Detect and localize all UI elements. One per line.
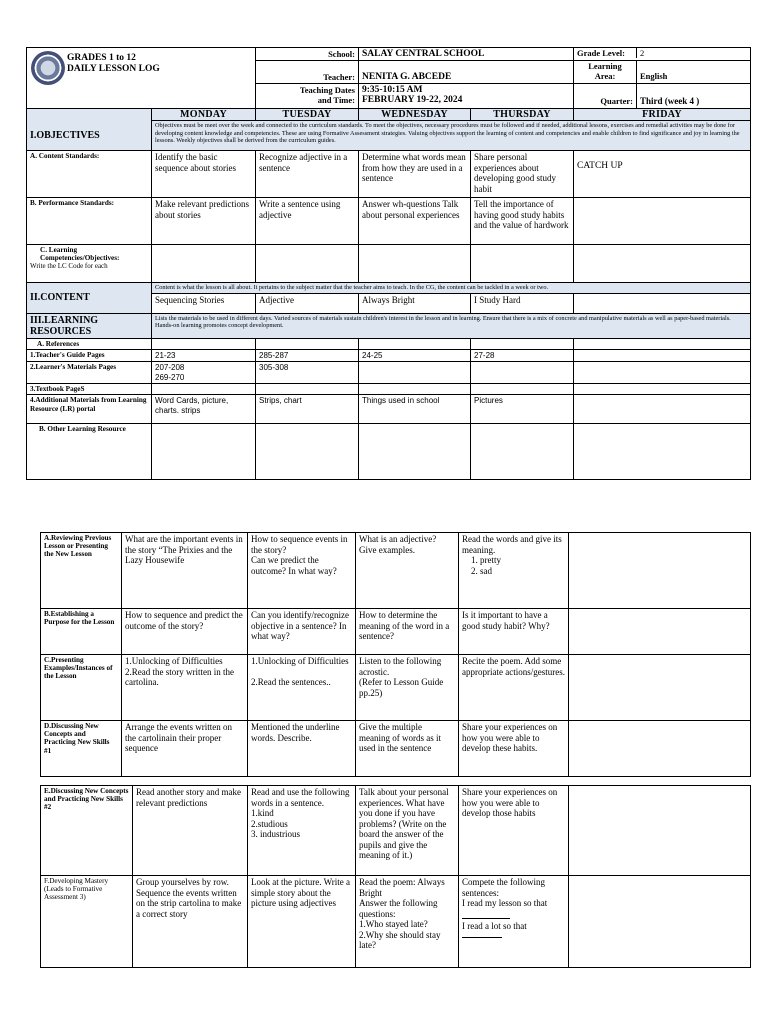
mastery-label: F.Developing Mastery (Leads to Formative Assessment 3) — [41, 876, 133, 968]
blank-line — [462, 909, 510, 919]
purpose-label: B.Establishing a Purpose for the Lesson — [41, 609, 122, 655]
mastery-wed: Read the poem: Always Bright Answer the following questions: 1.Who stayed late? 2.Why she should stay late? — [356, 876, 459, 968]
grade-value: 2 — [640, 48, 645, 58]
content-thu: I Study Hard — [471, 293, 574, 313]
presenting-tue: 1.Unlocking of Difficulties 2.Read the sentences.. — [248, 655, 356, 721]
teacher-guide-fri — [574, 349, 751, 362]
day-wednesday: WEDNESDAY — [359, 109, 471, 121]
learner-materials-wed — [359, 362, 471, 384]
performance-standards-thu: Tell the importance of having good study habits and the value of hardwork — [471, 198, 574, 245]
content-tue: Adjective — [256, 293, 359, 313]
additional-materials-mon: Word Cards, picture, charts. strips — [152, 395, 256, 424]
content-standards-fri: CATCH UP — [574, 151, 751, 198]
mastery-thu-sentence-1: I read my lesson so that — [462, 898, 548, 908]
lesson-log-table — [26, 47, 751, 480]
presenting-thu: Recite the poem. Add some appropriate actions/gestures. — [459, 655, 569, 721]
grade-label: Grade Level: — [574, 48, 637, 58]
reviewing-thu-cell — [459, 533, 569, 609]
content-wed: Always Bright — [359, 293, 471, 313]
area-label-line2: Area: — [594, 71, 616, 81]
performance-standards-mon: Make relevant predictions about stories — [152, 198, 256, 245]
dates-value — [359, 84, 574, 109]
learner-materials-fri — [574, 362, 751, 384]
reviewing-thu: Read the words and give its meaning. — [462, 534, 562, 555]
dates-label-line1: Teaching Dates — [299, 85, 355, 95]
teacher-value: NENITA G. ABCEDE — [359, 61, 574, 84]
presenting-wed: Listen to the following acrostic. (Refer to Lesson Guide pp.25) — [356, 655, 459, 721]
performance-standards-label: B. Performance Standards: — [27, 198, 152, 245]
reviewing-mon: What are the important events in the story “The Prixies and the Lazy Housewife — [122, 533, 248, 609]
quarter-value: Third (week 4 ) — [640, 96, 700, 106]
performance-standards-tue: Write a sentence using adjective — [256, 198, 359, 245]
list-item: 2. sad — [480, 566, 565, 577]
additional-materials-thu: Pictures — [471, 395, 574, 424]
teacher-guide-thu: 27-28 — [471, 349, 574, 362]
content-title: II.CONTENT — [27, 283, 152, 314]
purpose-wed: How to determine the meaning of the word in a sentence? — [356, 609, 459, 655]
objectives-note: Objectives must be meet over the week and connected to the curriculum standards. To meet the objectives, necessary procedures must be followed and if needed, additional lessons, exercises and remedial activities may be done for developing content knowledge and competencies. These are using Formative Assessment strategies. Valuing objectives support the learning of content and competencies and enable children to find significance and joy in learning the lessons. Weekly objectives shall be derived from the curriculum guides. — [152, 121, 751, 151]
teacher-label: Teacher: — [256, 61, 359, 84]
performance-standards-wed: Answer wh-questions Talk about personal experiences — [359, 198, 471, 245]
content-standards-thu: Share personal experiences about developing good study habit — [471, 151, 574, 198]
discussing-2-tue: Read and use the following words in a sentence. 1.kind 2.studious 3. industrious — [248, 786, 356, 876]
reviewing-fri — [569, 533, 751, 609]
days-row — [27, 109, 751, 121]
reviewing-tue: How to sequence events in the story? Can we predict the outcome? In what way? — [248, 533, 356, 609]
content-standards-wed: Determine what words mean from how they are used in a sentence — [359, 151, 471, 198]
other-resources-label: B. Other Learning Resource — [27, 424, 152, 480]
discussing-1-mon: Arrange the events written on the cartolinain their proper sequence — [122, 721, 248, 777]
discussing-2-fri — [569, 786, 751, 876]
header-title-2: DAILY LESSON LOG — [67, 64, 160, 74]
competencies-label — [27, 245, 152, 283]
learner-materials-label: 2.Learner's Materials Pages — [27, 362, 152, 384]
area-label — [574, 61, 637, 83]
mastery-fri — [569, 876, 751, 968]
purpose-thu: Is it important to have a good study habit? Why? — [459, 609, 569, 655]
purpose-tue: Can you identify/recognize objective in a sentence? In what way? — [248, 609, 356, 655]
list-item: 1. pretty — [480, 555, 565, 566]
procedures-table-2 — [40, 785, 751, 968]
day-friday: FRIDAY — [574, 109, 751, 121]
date-range-value: FEBRUARY 19-22, 2024 — [362, 95, 463, 105]
objectives-title: I.OBJECTIVES — [27, 121, 152, 151]
header-logo-cell — [27, 48, 256, 109]
content-standards-tue: Recognize adjective in a sentence — [256, 151, 359, 198]
teacher-guide-mon: 21-23 — [152, 349, 256, 362]
resources-note: Lists the materials to be used in different days. Varied sources of materials sustain children's interest in the lesson and in learning. Ensure that there is a mix of concrete and manipulative materials as well as paper-based materials. Hands-on learning promotes concept development. — [152, 313, 751, 338]
day-thursday: THURSDAY — [471, 109, 574, 121]
discussing-2-thu: Share your experiences on how you were able to develop those habits — [459, 786, 569, 876]
school-value: SALAY CENTRAL SCHOOL — [359, 48, 574, 61]
presenting-label: C.Presenting Examples/Instances of the Lesson — [41, 655, 122, 721]
discussing-1-fri — [569, 721, 751, 777]
mastery-thu-cell — [459, 876, 569, 968]
header-title-1: GRADES 1 to 12 — [67, 53, 136, 63]
discussing-1-tue: Mentioned the underline words. Describe. — [248, 721, 356, 777]
textbook-label: 3.Textbook PageS — [27, 384, 152, 395]
mastery-thu-sentence-2: I read a lot so that — [462, 920, 527, 931]
area-cell — [574, 61, 751, 84]
mastery-mon: Group yourselves by row. Sequence the events written on the strip cartolina to make a correct story — [133, 876, 248, 968]
resources-title: III.LEARNING RESOURCES — [27, 313, 152, 338]
procedures-table-1 — [40, 532, 751, 777]
teacher-guide-wed: 24-25 — [359, 349, 471, 362]
additional-materials-label: 4.Additional Materials from Learning Resource (LR) portal — [27, 395, 152, 424]
discussing-1-thu: Share your experiences on how you were able to develop these habits. — [459, 721, 569, 777]
content-standards-label: A. Content Standards: — [27, 151, 152, 198]
learner-materials-mon: 207-208 269-270 — [152, 362, 256, 384]
purpose-fri — [569, 609, 751, 655]
additional-materials-wed: Things used in school — [359, 395, 471, 424]
reviewing-thu-list — [462, 555, 565, 576]
school-label: School: — [256, 48, 359, 61]
competencies-label-line1: C. Learning Competencies/Objectives: — [40, 246, 120, 263]
area-label-line1: Learning — [588, 61, 622, 71]
references-label: A. References — [27, 338, 152, 349]
grade-cell — [574, 48, 751, 61]
day-monday: MONDAY — [152, 109, 256, 121]
quarter-cell — [574, 84, 751, 109]
presenting-fri — [569, 655, 751, 721]
teacher-guide-label: 1.Teacher's Guide Pages — [27, 349, 152, 362]
competencies-label-line2: Write the LC Code for each — [30, 262, 108, 271]
quarter-label: Quarter: — [574, 84, 637, 108]
reviewing-label: A.Reviewing Previous Lesson or Presenting the New Lesson — [41, 533, 122, 609]
additional-materials-fri — [574, 395, 751, 424]
discussing-2-label: E.Discussing New Concepts and Practicing New Skills #2 — [41, 786, 133, 876]
content-mon: Sequencing Stories — [152, 293, 256, 313]
discussing-2-wed: Talk about your personal experiences. What have you done if you have problems? (Write on the board the answer of the pupils and give the meaning of it.) — [356, 786, 459, 876]
reviewing-wed: What is an adjective? Give examples. — [356, 533, 459, 609]
learner-materials-tue: 305-308 — [256, 362, 359, 384]
presenting-mon: 1.Unlocking of Difficulties 2.Read the story written in the cartolina. — [122, 655, 248, 721]
area-value: English — [640, 71, 668, 81]
dates-label-line2: and Time: — [317, 95, 355, 105]
day-tuesday: TUESDAY — [256, 109, 359, 121]
blank-line — [462, 931, 502, 938]
time-value: 9:35-10:15 AM — [362, 85, 423, 95]
additional-materials-tue: Strips, chart — [256, 395, 359, 424]
content-standards-mon: Identify the basic sequence about stories — [152, 151, 256, 198]
mastery-thu: Compete the following sentences: — [462, 877, 545, 898]
discussing-1-label: D.Discussing New Concepts and Practicing New Skills #1 — [41, 721, 122, 777]
dates-label — [256, 84, 359, 109]
learner-materials-thu — [471, 362, 574, 384]
performance-standards-fri — [574, 198, 751, 245]
deped-seal-icon — [31, 51, 65, 85]
discussing-2-mon: Read another story and make relevant predictions — [133, 786, 248, 876]
content-fri — [574, 293, 751, 313]
purpose-mon: How to sequence and predict the outcome of the story? — [122, 609, 248, 655]
discussing-1-wed: Give the multiple meaning of words as it used in the sentence — [356, 721, 459, 777]
teacher-guide-tue: 285-287 — [256, 349, 359, 362]
content-note: Content is what the lesson is all about. It pertains to the subject matter that the teacher aims to teach. In the CG, the content can be tackled in a week or two. — [152, 283, 751, 294]
mastery-tue: Look at the picture. Write a simple story about the picture using adjectives — [248, 876, 356, 968]
